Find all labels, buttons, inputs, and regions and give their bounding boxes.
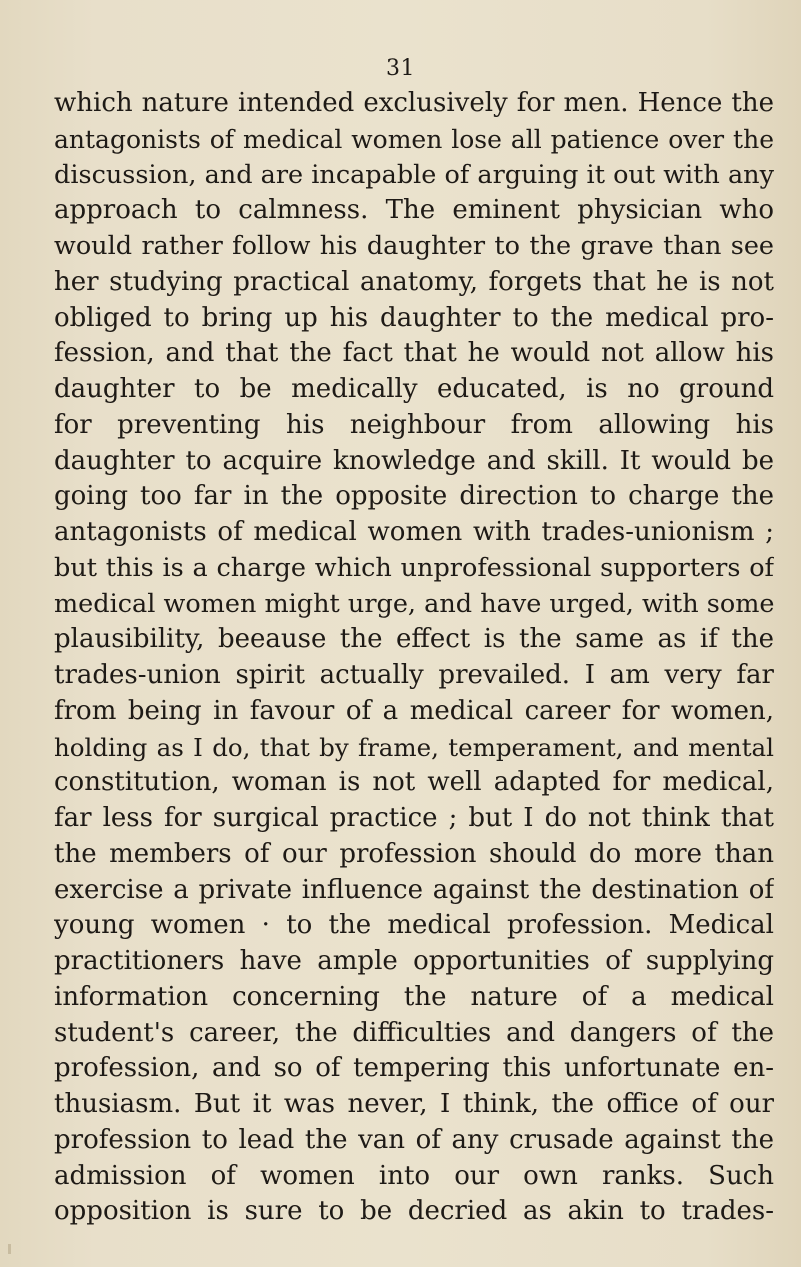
text-line: daughter to be medically educated, is no ground bbox=[54, 374, 774, 404]
body-text bbox=[54, 86, 774, 1230]
text-line: profession, and so of tempering this unfortunate en- bbox=[54, 1053, 774, 1084]
text-line: admission of women into our own ranks. Such bbox=[54, 1160, 774, 1191]
text-line: her studying practical anatomy, forgets that he is not bbox=[54, 266, 774, 297]
text-line: holding as I do, that by frame, temperament, and mental bbox=[54, 732, 774, 762]
text-line: for preventing his neighbour from allowing his bbox=[54, 409, 774, 440]
text-line: profession to lead the van of any crusade against the bbox=[54, 1124, 774, 1155]
text-line: medical women might urge, and have urged, with some bbox=[54, 588, 774, 619]
text-line: trades-union spirit actually prevailed. I am very far bbox=[54, 660, 774, 690]
page-number: 31 bbox=[386, 56, 415, 81]
text-line: young women · to the medical profession. Medical bbox=[54, 910, 774, 941]
text-line: antagonists of medical women lose all patience over the bbox=[54, 124, 774, 154]
text-line: but this is a charge which unprofessional supporters of bbox=[54, 552, 774, 583]
text-line: daughter to acquire knowledge and skill. It would be bbox=[54, 445, 774, 476]
text-line: from being in favour of a medical career for women, bbox=[54, 695, 774, 726]
text-line: far less for surgical practice ; but I do not think that bbox=[54, 803, 774, 833]
text-line: which nature intended exclusively for men. Hence the bbox=[54, 88, 774, 118]
text-line: the members of our profession should do more than bbox=[54, 838, 774, 869]
text-line: going too far in the opposite direction to charge the bbox=[54, 481, 774, 512]
text-line: exercise a private influence against the destination of bbox=[54, 874, 774, 905]
text-line: constitution, woman is not well adapted for medical, bbox=[54, 767, 774, 798]
text-line: information concerning the nature of a medical bbox=[54, 981, 774, 1012]
text-line: approach to calmness. The eminent physician who bbox=[54, 195, 774, 226]
text-line: would rather follow his daughter to the grave than see bbox=[54, 231, 774, 261]
text-line: antagonists of medical women with trades-unionism ; bbox=[54, 517, 774, 547]
text-line: obliged to bring up his daughter to the medical pro- bbox=[54, 302, 774, 333]
text-line: plausibility, beeause the effect is the same as if the bbox=[54, 624, 774, 655]
text-line: thusiasm. But it was never, I think, the office of our bbox=[54, 1089, 774, 1119]
text-line: fession, and that the fact that he would not allow his bbox=[54, 338, 774, 369]
text-line: discussion, and are incapable of arguing it out with any bbox=[54, 159, 774, 190]
text-line: practitioners have ample opportunities of supplying bbox=[54, 946, 774, 976]
text-line: student's career, the difficulties and dangers of the bbox=[54, 1017, 774, 1048]
margin-mark bbox=[8, 1244, 11, 1254]
text-line: opposition is sure to be decried as akin to trades- bbox=[54, 1196, 774, 1227]
